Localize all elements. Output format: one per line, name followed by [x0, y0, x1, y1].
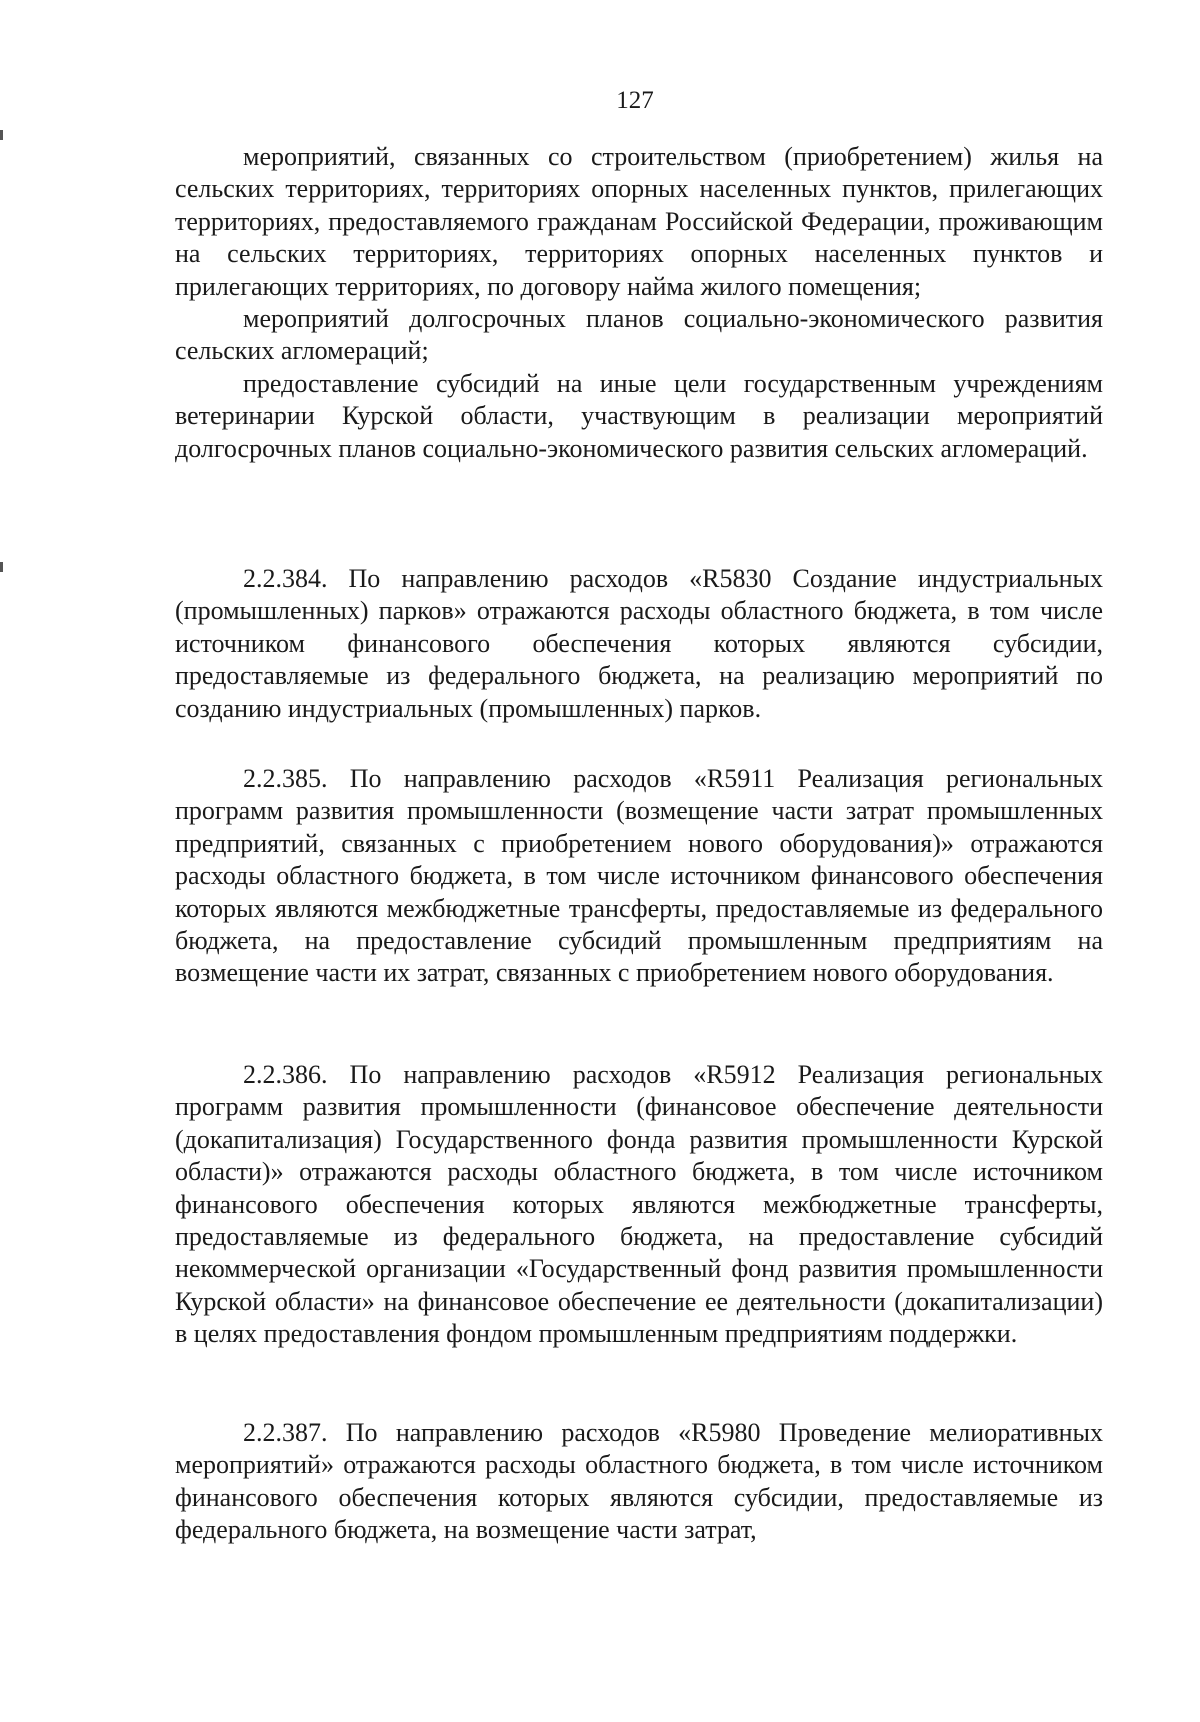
section-paragraph: 2.2.384. По направлению расходов «R5830 Создание индустриальных (промышленных) парков» отражаются расходы областного бюджета, в том числе источником финансового обеспечения которых являются субсидии, предоставляемые из федерального бюджета, на реализацию мероприятий по созданию индустриальных (промышленных) парков. [175, 564, 1103, 723]
section-2-2-385 [175, 763, 1103, 990]
section-2-2-387 [175, 1417, 1103, 1547]
section-2-2-384 [175, 563, 1103, 725]
continued-text-block [175, 141, 1103, 465]
paragraph: предоставление субсидий на иные цели государственным учреждениям ветеринарии Курской области, участвующим в реализации мероприятий долгосрочных планов социально-экономического развития сельских агломераций. [175, 368, 1103, 463]
section-paragraph: 2.2.385. По направлению расходов «R5911 Реализация региональных программ развития промышленности (возмещение части затрат промышленных предприятий, связанных с приобретением нового оборудования)» отражаются расходы областного бюджета, в том числе источником финансового обеспечения которых являются межбюджетные трансферты, предоставляемые из федерального бюджета, на предоставление субсидий промышленным предприятиям на возмещение части их затрат, связанных с приобретением нового оборудования. [175, 764, 1103, 988]
paragraph: мероприятий, связанных со строительством (приобретением) жилья на сельских территориях, территориях опорных населенных пунктов, прилегающих территориях, предоставляемого гражданам Российской Федерации, проживающим на сельских территориях, территориях опорных населенных пунктов и прилегающих территориях, по договору найма жилого помещения; [175, 142, 1103, 301]
scan-edge-mark [0, 130, 3, 140]
section-paragraph: 2.2.387. По направлению расходов «R5980 Проведение мелиоративных мероприятий» отражаются расходы областного бюджета, в том числе источником финансового обеспечения которых являются субсидии, предоставляемые из федерального бюджета, на возмещение части затрат, [175, 1418, 1103, 1545]
paragraph: мероприятий долгосрочных планов социально-экономического развития сельских агломераций; [175, 304, 1103, 366]
scan-edge-mark [0, 562, 3, 572]
page-number: 127 [616, 87, 654, 114]
section-2-2-386 [175, 1059, 1103, 1351]
section-paragraph: 2.2.386. По направлению расходов «R5912 Реализация региональных программ развития промышленности (финансовое обеспечение деятельности (докапитализация) Государственного фонда развития промышленности Курской области)» отражаются расходы областного бюджета, в том числе источником финансового обеспечения которых являются межбюджетные трансферты, предоставляемые из федерального бюджета, на предоставление субсидий некоммерческой организации «Государственный фонд развития промышленности Курской области» на финансовое обеспечение ее деятельности (докапитализации) в целях предоставления фондом промышленным предприятиям поддержки. [175, 1060, 1103, 1349]
